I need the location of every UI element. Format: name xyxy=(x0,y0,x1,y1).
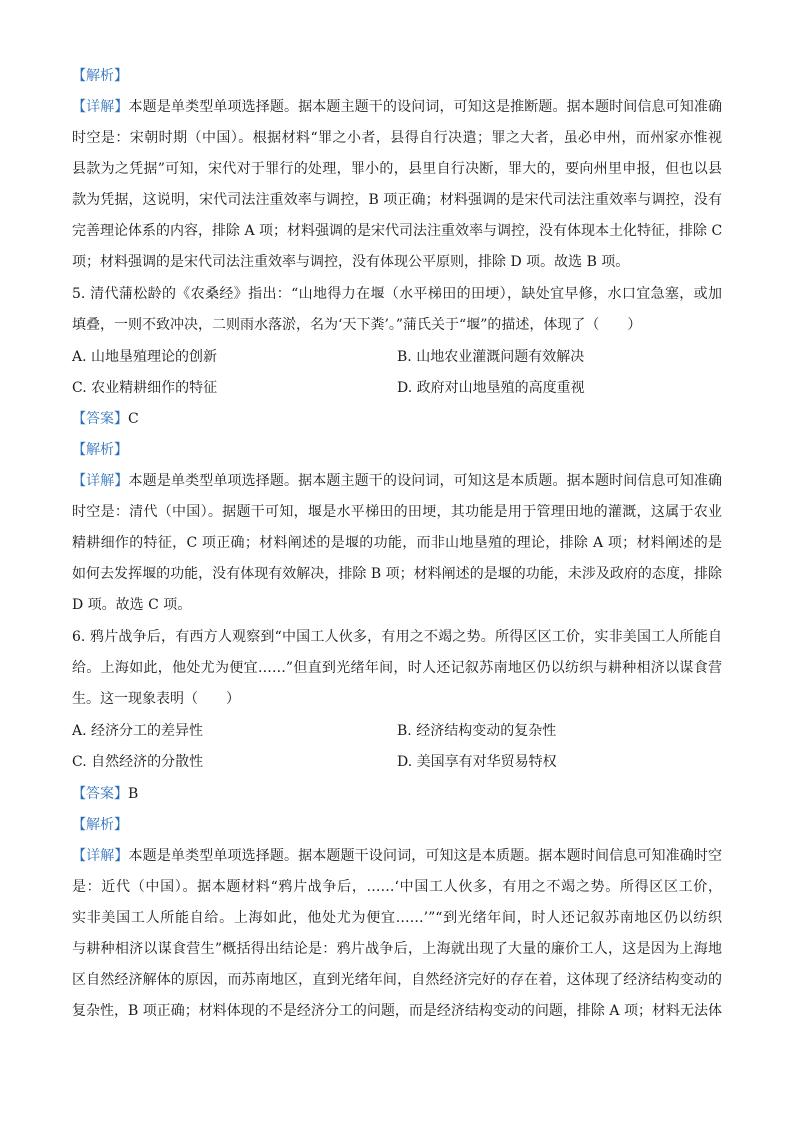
detail-tag: 【详解】 xyxy=(72,848,129,864)
detail-line: 【详解】本题是单类型单项选择题。据本题主题干的设问词，可知这是推断题。据本题时间信息可知准确 xyxy=(72,99,722,115)
option-c: C. 自然经济的分散性 xyxy=(72,754,204,770)
text-line: 时空是：清代（中国）。据题干可知，堰是水平梯田的田埂，其功能是用于管理田地的灌溉，这属于农业 xyxy=(72,504,722,520)
analysis-heading: 【解析】 xyxy=(72,817,128,833)
text-line: 复杂性，B 项正确；材料体现的不是经济分工的问题，而是经济结构变动的问题，排除 A 项；材料无法体 xyxy=(72,1003,722,1019)
answer-line xyxy=(72,784,722,804)
answer-value: B xyxy=(128,786,139,802)
option-b: B. 经济结构变动的复杂性 xyxy=(397,723,557,739)
text-line: 是：近代（中国）。据本题材料“鸦片战争后，……‘中国工人伙多，有用之不竭之势。所得区区工价， xyxy=(72,879,722,895)
analysis-heading: 【解析】 xyxy=(72,442,128,458)
answer-tag: 【答案】 xyxy=(72,411,128,427)
text-line: 区自然经济解体的原因，而苏南地区，直到光绪年间，自然经济完好的存在着，这体现了经济结构变动的 xyxy=(72,972,722,988)
text-line: 县款为之凭据”可知，宋代对于罪行的处理，罪小的，县里自行决断，罪大的，要向州里申报，但也以县 xyxy=(72,161,722,177)
text-line: 款为凭据，这说明，宋代司法注重效率与调控，B 项正确；材料强调的是宋代司法注重效率与调控，没有 xyxy=(72,192,722,208)
text-line: D 项。故选 C 项。 xyxy=(72,597,192,613)
option-a: A. 经济分工的差异性 xyxy=(72,723,204,739)
option-d: D. 美国享有对华贸易特权 xyxy=(397,754,557,770)
option-c: C. 农业精耕细作的特征 xyxy=(72,380,218,396)
question-6-stem: 生。这一现象表明（ ） xyxy=(72,691,240,707)
detail-tag: 【详解】 xyxy=(72,473,129,489)
question-5-stem: 5. 清代蒲松龄的《农桑经》指出：“山地得力在堰（水平梯田的田埂），缺处宜早修，水口宜急塞，或加 xyxy=(72,286,722,302)
answer-tag: 【答案】 xyxy=(72,786,128,802)
question-5-stem: 填叠，一则不致冲决，二则雨水落淤，名为‘天下粪’。”蒲氏关于“堰”的描述，体现了（ ） xyxy=(72,317,642,333)
option-d: D. 政府对山地垦殖的高度重视 xyxy=(397,380,585,396)
question-6-stem: 6. 鸦片战争后，有西方人观察到“中国工人伙多，有用之不竭之势。所得区区工价，实非美国工人所能自 xyxy=(72,629,722,645)
detail-line: 【详解】本题是单类型单项选择题。据本题主题干的设问词，可知这是本质题。据本题时间信息可知准确 xyxy=(72,473,722,489)
text-line: 与耕种相济以谋食营生”概括得出结论是：鸦片战争后，上海就出现了大量的廉价工人，这是因为上海地 xyxy=(72,941,722,957)
text-line: 实非美国工人所能自给。上海如此，他处尤为便宜……’”“到光绪年间，时人还记叙苏南地区仍以纺织 xyxy=(72,910,722,926)
detail-line: 【详解】本题是单类型单项选择题。据本题题干设问词，可知这是本质题。据本题时间信息可知准确时空 xyxy=(72,848,722,864)
detail-tag: 【详解】 xyxy=(72,99,129,115)
text-line: 精耕细作的特征，C 项正确；材料阐述的是堰的功能，而非山地垦殖的理论，排除 A 项；材料阐述的是 xyxy=(72,535,722,551)
text-line: 如何去发挥堰的功能，没有体现有效解决，排除 B 项；材料阐述的是堰的功能，未涉及政府的态度，排除 xyxy=(72,566,722,582)
answer-line xyxy=(72,409,722,429)
question-6-stem: 给。上海如此，他处尤为便宜……”但直到光绪年间，时人还记叙苏南地区仍以纺织与耕种相济以谋食营 xyxy=(72,660,722,676)
answer-value: C xyxy=(128,411,139,427)
analysis-heading: 【解析】 xyxy=(72,68,128,84)
option-b: B. 山地农业灌溉问题有效解决 xyxy=(397,349,585,365)
text-line: 时空是：宋朝时期（中国）。根据材料“罪之小者，县得自行决遣；罪之大者，虽必申州，而州家亦惟视 xyxy=(72,130,722,146)
option-a: A. 山地垦殖理论的创新 xyxy=(72,349,218,365)
text-line: 项；材料强调的是宋代司法注重效率与调控，没有体现公平原则，排除 D 项。故选 B 项。 xyxy=(72,254,630,270)
text-line: 完善理论体系的内容，排除 A 项；材料强调的是宋代司法注重效率与调控，没有体现本土化特征，排除 C xyxy=(72,223,722,239)
